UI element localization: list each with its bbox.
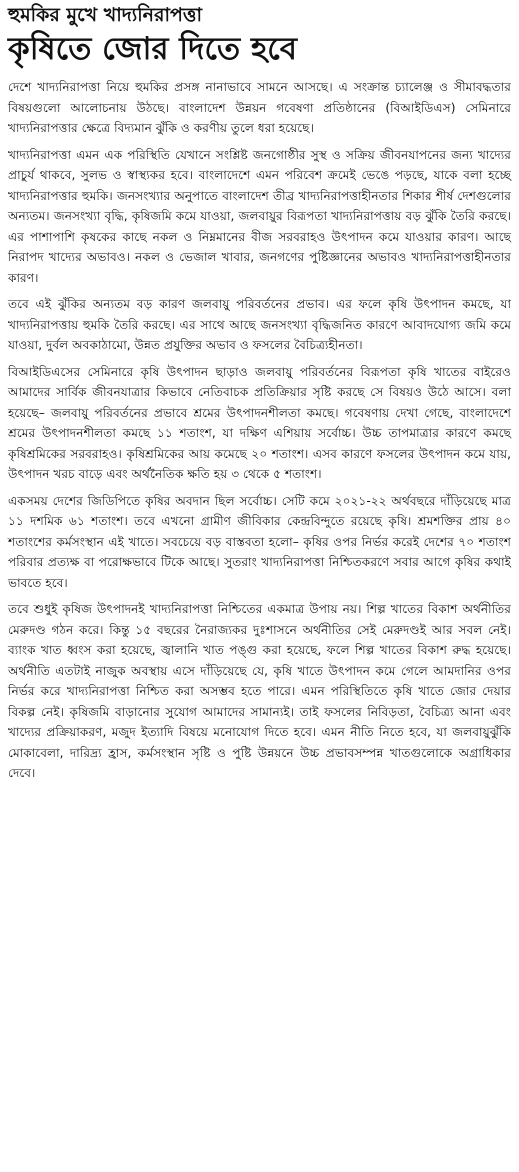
article-headline: কৃষিতে জোর দিতে হবে xyxy=(8,31,297,67)
article-paragraph: তবে শুধুই কৃষিজ উৎপাদনই খাদ্যনিরাপত্তা নিশ্চিতের একমাত্র উপায় নয়। শিল্প খাতের বিকাশ অর্থনীতির মেরুদণ্ড গঠন করে। কিন্তু ১৫ বছরের নৈরাজ্যকর দুঃশাসনে অর্থনীতির সেই মেরুদণ্ডই আর সবল নেই। ব্যাংক খাত ধ্বংস করা হয়েছে, জ্বালানি খাত পঙ্গু করা হয়েছে, ফলে শিল্প খাতের বিকাশ রুদ্ধ হয়েছে। অর্থনীতি এতটাই নাজুক অবস্থায় এসে দাঁড়িয়েছে যে, কৃষি খাতে উৎপাদন কমে গেলে আমদানির ওপর নির্ভর করে খাদ্যনিরাপত্তা নিশ্চিত করা অসম্ভব হতে পারে। এমন পরিস্থিতিতে কৃষি খাতে জোর দেয়ার বিকল্প নেই। কৃষিজমি বাড়ানোর সুযোগ আমাদের সামান্যই। তাই ফসলের নিবিড়তা, বৈচিত্র্য আনা এবং খাদ্যের প্রক্রিয়াকরণ, মজুদ ইত্যাদি বিষয়ে মনোযোগ দিতে হবে। এমন নীতি নিতে হবে, যা জলবায়ুঝুঁকি মোকাবেলা, দারিদ্র্য হ্রাস, কর্মসংস্থান সৃষ্টি ও পুষ্টি উন্নয়নে উচ্চ প্রভাবসম্পন্ন খাতগুলোকে অগ্রাধিকার দেবে। xyxy=(8,602,511,780)
article-kicker: হুমকির মুখে খাদ্যনিরাপত্তা xyxy=(8,4,202,26)
article-paragraph: বিআইডিএসের সেমিনারে কৃষি উৎপাদন ছাড়াও জলবায়ু পরিবর্তনের বিরূপতা কৃষি খাতের বাইরেও আমাদের সার্বিক জীবনযাত্রার কিভাবে নেতিবাচক প্রতিক্রিয়ার সৃষ্টি করছে সে বিষয়ও উঠে আসে। বলা হয়েছে– জলবায়ু পরিবর্তনের প্রভাবে শ্রমের উৎপাদনশীলতা কমছে। গবেষণায় দেখা গেছে, বাংলাদেশে শ্রমের উৎপাদনশীলতা কমছে ১১ শতাংশ, যা দক্ষিণ এশিয়ায় সর্বোচ্চ। উচ্চ তাপমাত্রার কারণে কমছে কৃষিশ্রমিকের সরবরাহও। কৃষিশ্রমিকের আয় কমেছে ২০ শতাংশ। এসব কারণে ফসলের উৎপাদন কমে যায়, উৎপাদন খরচ বাড়ে এবং অর্থনৈতিক ক্ষতি হয় ৩ থেকে ৫ শতাংশ। xyxy=(8,364,511,481)
article-paragraph: তবে এই ঝুঁকির অন্যতম বড় কারণ জলবায়ু পরিবর্তনের প্রভাব। এর ফলে কৃষি উৎপাদন কমছে, যা খাদ্যনিরাপত্তায় হুমকি তৈরি করছে। এর সাথে আছে জনসংখ্যা বৃদ্ধিজনিত কারণে আবাদযোগ্য জমি কমে যাওয়া, দুর্বল অবকাঠামো, উন্নত প্রযুক্তির অভাব ও ফসলের বৈচিত্র্যহীনতা। xyxy=(8,297,511,352)
article-body xyxy=(8,77,511,784)
article-paragraph: একসময় দেশের জিডিপিতে কৃষির অবদান ছিল সর্বোচ্চ। সেটি কমে ২০২১-২২ অর্থবছরে দাঁড়িয়েছে মাত্র ১১ দশমিক ৬১ শতাংশ। তবে এখনো গ্রামীণ জীবিকার কেন্দ্রবিন্দুতে রয়েছে কৃষি। শ্রমশক্তির প্রায় ৪০ শতাংশের কর্মসংস্থান এই খাতে। সবচেয়ে বড় বাস্তবতা হলো– কৃষির ওপর নির্ভর করেই দেশের ৭০ শতাংশ পরিবার প্রত্যক্ষ বা পরোক্ষভাবে টিকে আছে। সুতরাং খাদ্যনিরাপত্তা নিশ্চিতকরণে সবার আগে কৃষির কথাই ভাবতে হবে। xyxy=(8,493,511,590)
article-paragraph: খাদ্যনিরাপত্তা এমন এক পরিস্থিতি যেখানে সংশ্লিষ্ট জনগোষ্ঠীর সুস্থ ও সক্রিয় জীবনযাপনের জন্য খাদ্যের প্রাচুর্য থাকবে, সুলভ ও স্বাস্থ্যকর হবে। বাংলাদেশে এমন পরিবেশ ক্রমেই ভেঙে পড়ছে, যাকে বলা হচ্ছে খাদ্যনিরাপত্তার হুমকি। জনসংখ্যার অনুপাতে বাংলাদেশ তীব্র খাদ্যনিরাপত্তাহীনতার শিকার শীর্ষ দেশগুলোর অন্যতম। জনসংখ্যা বৃদ্ধি, কৃষিজমি কমে যাওয়া, জলবায়ুর বিরূপতা খাদ্যনিরাপত্তায় বড় ঝুঁকি তৈরি করছে। এর পাশাপাশি কৃষকের কাছে নকল ও নিম্নমানের বীজ সরবরাহও উৎপাদন কমে যাওয়ার কারণ। আছে নিরাপদ খাদ্যের অভাবও। নকল ও ভেজাল খাবার, জনগণের পুষ্টিজ্ঞানের অভাবও খাদ্যনিরাপত্তাহীনতার কারণ। xyxy=(8,147,511,285)
article-paragraph: দেশে খাদ্যনিরাপত্তা নিয়ে হুমকির প্রসঙ্গ নানাভাবে সামনে আসছে। এ সংক্রান্ত চ্যালেঞ্জ ও সীমাবদ্ধতার বিষয়গুলো আলোচনায় উঠছে। বাংলাদেশ উন্নয়ন গবেষণা প্রতিষ্ঠানের (বিআইডিএস) সেমিনারে খাদ্যনিরাপত্তার ক্ষেত্রে বিদ্যমান ঝুঁকি ও করণীয় তুলে ধরা হয়েছে। xyxy=(8,80,511,135)
